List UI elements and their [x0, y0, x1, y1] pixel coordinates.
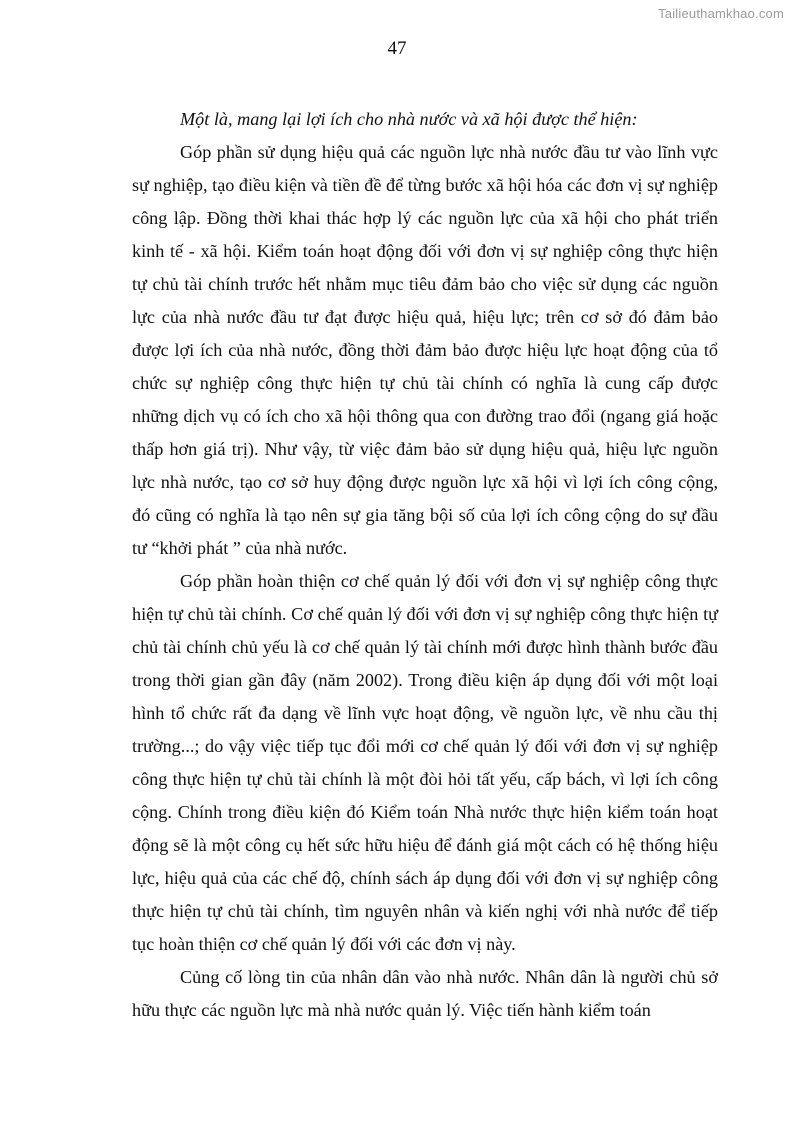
section-intro: Một là, mang lại lợi ích cho nhà nước và xã hội được thể hiện: [180, 109, 638, 129]
paragraph-2: Góp phần hoàn thiện cơ chế quản lý đối với đơn vị sự nghiệp công thực hiện tự chủ tài chính. Cơ chế quản lý đối với đơn vị sự nghiệp công thực hiện tự chủ tài chính chủ yếu là cơ chế quản lý tài chính mới được hình thành bước đầu trong thời gian gần đây (năm 2002). Trong điều kiện áp dụng đối với một loại hình tổ chức rất đa dạng về lĩnh vực hoạt động, về nguồn lực, về nhu cầu thị trường...; do vậy việc tiếp tục đổi mới cơ chế quản lý đối với đơn vị sự nghiệp công thực hiện tự chủ tài chính là một đòi hỏi tất yếu, cấp bách, vì lợi ích công cộng. Chính trong điều kiện đó Kiểm toán Nhà nước thực hiện kiểm toán hoạt động sẽ là một công cụ hết sức hữu hiệu để đánh giá một cách có hệ thống hiệu lực, hiệu quả của các chế độ, chính sách áp dụng đối với đơn vị sự nghiệp công thực hiện tự chủ tài chính, tìm nguyên nhân và kiến nghị với nhà nước để tiếp tục hoàn thiện cơ chế quản lý đối với các đơn vị này. [132, 571, 718, 954]
paragraph-1: Góp phần sử dụng hiệu quả các nguồn lực nhà nước đầu tư vào lĩnh vực sự nghiệp, tạo điều kiện và tiền đề để từng bước xã hội hóa các đơn vị sự nghiệp công lập. Đồng thời khai thác hợp lý các nguồn lực của xã hội cho phát triển kinh tế - xã hội. Kiểm toán hoạt động đối với đơn vị sự nghiệp công thực hiện tự chủ tài chính trước hết nhằm mục tiêu đảm bảo cho việc sử dụng các nguồn lực của nhà nước đầu tư đạt được hiệu quả, hiệu lực; trên cơ sở đó đảm bảo được lợi ích của nhà nước, đồng thời đảm bảo được hiệu lực hoạt động của tổ chức sự nghiệp công thực hiện tự chủ tài chính có nghĩa là cung cấp được những dịch vụ có ích cho xã hội thông qua con đường trao đổi (ngang giá hoặc thấp hơn giá trị). Như vậy, từ việc đảm bảo sử dụng hiệu quả, hiệu lực nguồn lực nhà nước, tạo cơ sở huy động được nguồn lực xã hội vì lợi ích công cộng, đó cũng có nghĩa là tạo nên sự gia tăng bội số của lợi ích công cộng do sự đầu tư “khởi phát ” của nhà nước. [132, 142, 718, 558]
watermark: Tailieuthamkhao.com [658, 6, 784, 21]
document-body [132, 103, 718, 1027]
page-number: 47 [387, 38, 407, 59]
paragraph-3: Củng cố lòng tin của nhân dân vào nhà nước. Nhân dân là người chủ sở hữu thực các nguồn lực mà nhà nước quản lý. Việc tiến hành kiểm toán [132, 967, 718, 1020]
